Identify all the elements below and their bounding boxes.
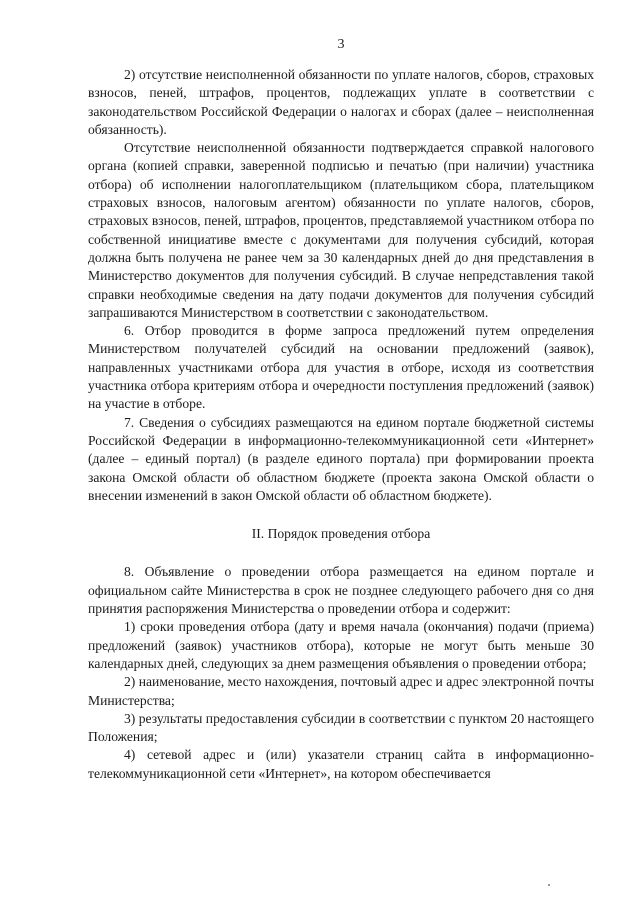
paragraph-8-item-1: 1) сроки проведения отбора (дату и время начала (окончания) подачи (приема) предложений (заявок) участников отбора), которые не могут быть меньше 30 календарных дней, следующих за днем размещения объявления о проведении отбора; [88,619,594,671]
paragraph-8: 8. Объявление о проведении отбора размещается на едином портале и официальном сайте Министерства в срок не позднее следующего рабочего дня со дня принятия распоряжения Министерства о проведении отбора и содержит: [88,564,594,617]
paragraph-8-item-3: 3) результаты предоставления субсидии в соответствии с пунктом 20 настоящего Положения; [88,710,594,745]
paragraph-6: 6. Отбор проводится в форме запроса предложений путем определения Министерством получателей субсидий на основании предложений (заявок), направленных участниками отбора для участия в отборе, исходя из соответствия участника отбора критериям отбора и очередности поступления предложений (заявок) на участие в отборе. [88,323,594,412]
page-number: 3 [337,37,345,52]
document-body [88,66,594,783]
paragraph-item-2: 2) отсутствие неисполненной обязанности по уплате налогов, сборов, страховых взносов, пеней, штрафов, процентов, подлежащих уплате в соответствии с законодательством Российской Федерации о налогах и сборах (далее – неисполненная обязанность). [88,67,594,137]
document-page [88,0,594,905]
paragraph-7: 7. Сведения о субсидиях размещаются на едином портале бюджетной системы Российской Федерации в информационно-телекоммуникационной сети «Интернет» (далее – единый портал) (в разделе единого портала) при формировании проекта закона Омской области об областном бюджете (проекта закона Омской области о внесении изменений в закон Омской области об областном бюджете). [88,414,594,503]
section-heading: II. Порядок проведения отбора [251,526,431,542]
scan-speck [548,884,550,886]
paragraph-8-item-4: 4) сетевой адрес и (или) указатели страниц сайта в информационно-телекоммуникационной сети «Интернет», на котором обеспечивается [88,747,594,781]
paragraph-8-item-2: 2) наименование, место нахождения, почтовый адрес и адрес электронной почты Министерства; [88,674,594,708]
paragraph-tax-certificate: Отсутствие неисполненной обязанности подтверждается справкой налогового органа (копией справки, заверенной подписью и печатью (при наличии) участника отбора) об исполнении налогоплательщиком (плательщиком сбора, плательщиком страховых взносов, налоговым агентом) обязанности по уплате налогов, сборов, страховых взносов, пеней, штрафов, процентов, представляемой участником отбора по собственной инициативе вместе с документами для получения субсидий, которая должна быть получена не ранее чем за 30 календарных дней до дня представления в Министерство документов для получения субсидий. В случае непредставления такой справки необходимые сведения на дату подачи документов для получения субсидий запрашиваются Министерством в соответствии с законодательством. [88,140,594,320]
